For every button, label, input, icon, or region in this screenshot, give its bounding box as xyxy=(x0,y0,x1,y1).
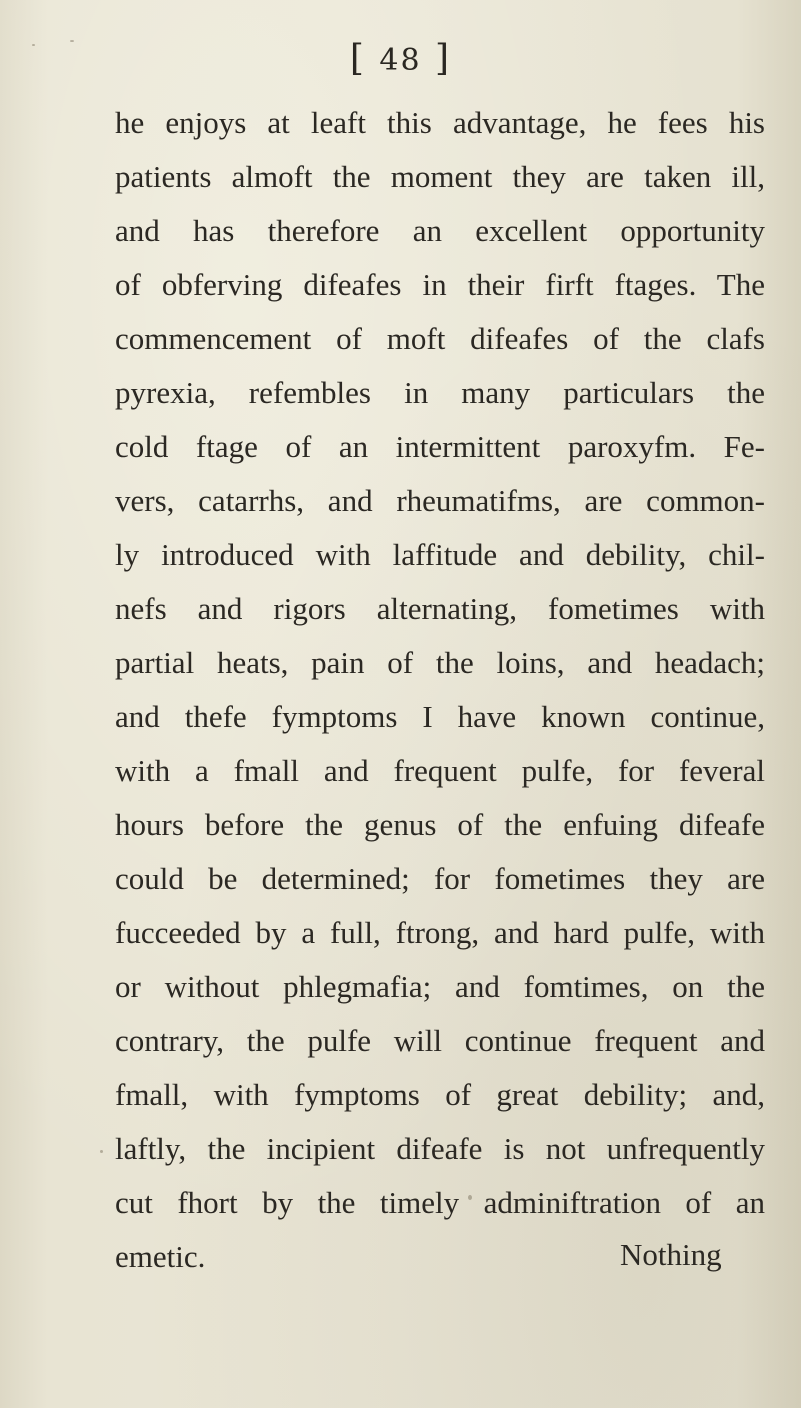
text-line: cold ftage of an intermittent paroxyfm. Fe- xyxy=(115,429,765,464)
text-line: fmall, with fymptoms of great debility; and, xyxy=(115,1077,765,1112)
text-line: and has therefore an excellent opportunity xyxy=(115,213,765,248)
text-line: vers, catarrhs, and rheumatifms, are common- xyxy=(115,483,765,518)
paper-speck xyxy=(100,1150,103,1153)
text-line: could be determined; for fometimes they are xyxy=(115,861,765,896)
text-line: nefs and rigors alternating, fometimes with xyxy=(115,591,765,626)
text-line: fucceeded by a full, ftrong, and hard pulfe, with xyxy=(115,915,765,950)
page-number: 48 xyxy=(379,43,422,78)
header-bracket-close: ] xyxy=(435,38,452,79)
page-header xyxy=(0,38,801,79)
paper-speck xyxy=(468,1195,472,1200)
catchword: Nothing xyxy=(620,1237,722,1272)
paper-speck xyxy=(32,44,35,46)
text-line: or without phlegmafia; and fomtimes, on the xyxy=(115,969,765,1004)
text-line: laftly, the incipient difeafe is not unfrequently xyxy=(115,1131,765,1166)
text-line: commencement of moft difeafes of the clafs xyxy=(115,321,765,356)
text-line: contrary, the pulfe will continue frequent and xyxy=(115,1023,765,1058)
text-line: and thefe fymptoms I have known continue, xyxy=(115,699,765,734)
text-line: hours before the genus of the enfuing difeafe xyxy=(115,807,765,842)
text-line: pyrexia, refembles in many particulars the xyxy=(115,375,765,410)
body-text xyxy=(115,96,765,1284)
text-line: cut fhort by the timely adminiftration of an xyxy=(115,1185,765,1220)
text-line: patients almoft the moment they are taken ill, xyxy=(115,159,765,194)
text-line: ly introduced with laffitude and debility, chil- xyxy=(115,537,765,572)
text-line: with a fmall and frequent pulfe, for feveral xyxy=(115,753,765,788)
paper-speck xyxy=(70,40,74,42)
text-line: he enjoys at leaft this advantage, he fees his xyxy=(115,105,765,140)
text-line: partial heats, pain of the loins, and headach; xyxy=(115,645,765,680)
text-line: of obferving difeafes in their firft ftages. The xyxy=(115,267,765,302)
text-line: emetic. xyxy=(115,1239,206,1274)
header-bracket-open: [ xyxy=(349,38,366,79)
